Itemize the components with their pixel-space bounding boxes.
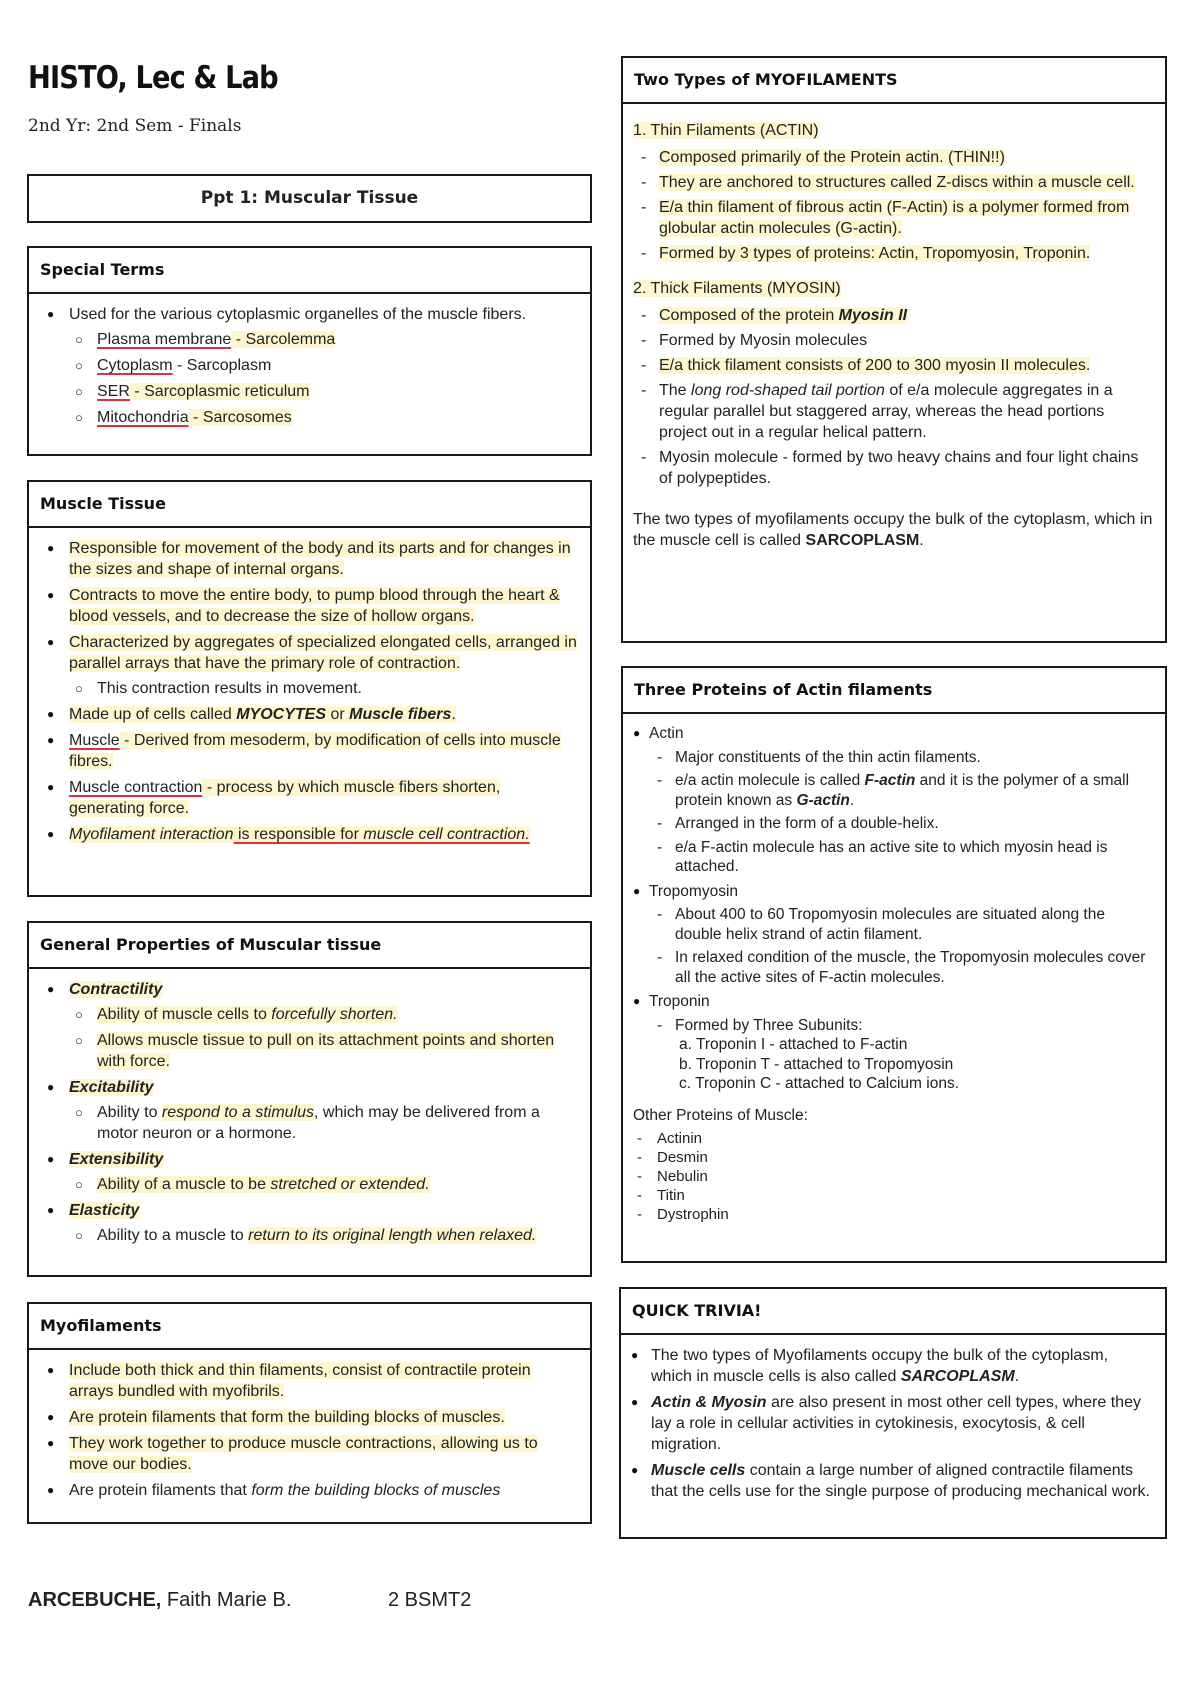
list-item: - About 400 to 60 Tropomyosin molecules are situated along the double helix strand of actin filament. [649, 905, 1153, 944]
list-item: ● Include both thick and thin filaments, consist of contractile protein arrays bundled with myofibrils. [41, 1360, 578, 1402]
other-proteins-heading: Other Proteins of Muscle: [633, 1106, 808, 1124]
list-item: - Myosin molecule - formed by two heavy chains and four light chains of polypeptides. [633, 447, 1153, 489]
list-item: ● Characterized by aggregates of specialized elongated cells, arranged in parallel arrays that have the primary role of contraction. ○ This contraction results in movement. [41, 632, 578, 699]
muscle-tissue-box [27, 480, 592, 897]
muscle-tissue-title: Muscle Tissue [29, 482, 590, 528]
list-item: ○ Mitochondria - Sarcosomes [69, 407, 578, 428]
ppt-title-box [27, 174, 592, 223]
list-item: - Desmin [631, 1148, 1153, 1167]
list-item: ● Contractility ○ Ability of muscle cells to forcefully shorten. ○ Allows muscle tissue to pull on its attachment points and shorten with force. [41, 979, 578, 1072]
list-item: - Composed of the protein Myosin II [633, 305, 1153, 326]
list-item: - E/a thick filament consists of 200 to 300 myosin II molecules. [633, 355, 1153, 376]
list-item: ● Muscle contraction - process by which muscle fibers shorten, generating force. [41, 777, 578, 819]
page-subtitle: 2nd Yr: 2nd Sem - Finals [28, 116, 242, 136]
general-properties-box [27, 921, 592, 1277]
list-item: - Titin [631, 1186, 1153, 1205]
list-item: - In relaxed condition of the muscle, the Tropomyosin molecules cover all the active sites of F-actin molecules. [649, 948, 1153, 987]
author-section: 2 BSMT2 [388, 1589, 472, 1611]
author-given-name: Faith Marie B. [161, 1589, 292, 1611]
list-item: - Nebulin [631, 1167, 1153, 1186]
list-item: ○ SER - Sarcoplasmic reticulum [69, 381, 578, 402]
list-item: ● Muscle - Derived from mesoderm, by modification of cells into muscle fibres. [41, 730, 578, 772]
list-item: ○ Ability to respond to a stimulus, which may be delivered from a motor neuron or a hormone. [69, 1102, 578, 1144]
list-item: ● Elasticity ○ Ability to a muscle to return to its original length when relaxed. [41, 1200, 578, 1246]
list-item: ● Excitability ○ Ability to respond to a stimulus, which may be delivered from a motor neuron or a hormone. [41, 1077, 578, 1144]
list-item: - e/a F-actin molecule has an active site to which myosin head is attached. [649, 838, 1153, 877]
quick-trivia-title: QUICK TRIVIA! [621, 1289, 1165, 1335]
list-item: ● Made up of cells called MYOCYTES or Muscle fibers. [41, 704, 578, 725]
list-item: ● Are protein filaments that form the building blocks of muscles [41, 1480, 578, 1501]
general-properties-title: General Properties of Muscular tissue [29, 923, 590, 969]
list-item: ● They work together to produce muscle contractions, allowing us to move our bodies. [41, 1433, 578, 1475]
list-item: ○ Allows muscle tissue to pull on its attachment points and shorten with force. [69, 1030, 578, 1072]
subunit-item: c. Troponin C - attached to Calcium ions. [679, 1075, 960, 1092]
list-item: ● Actin & Myosin are also present in most other cell types, where they lay a role in cellular activities in cytokinesis, exocytosis, & cell migration. [625, 1392, 1153, 1455]
list-item: - Formed by Myosin molecules [633, 330, 1153, 351]
special-terms-title: Special Terms [29, 248, 590, 294]
author-line [28, 1589, 291, 1612]
list-item: - They are anchored to structures called Z-discs within a muscle cell. [633, 172, 1153, 193]
list-item: ● Used for the various cytoplasmic organelles of the muscle fibers. ○ Plasma membrane - Sarcolemma ○ Cytoplasm - Sarcoplasm ○ SER - Sarcoplasmic reticulum ○ Mitochondria - Sarcosomes [41, 304, 578, 428]
page-title: HISTO, Lec & Lab [28, 60, 278, 96]
ppt-title: Ppt 1: Muscular Tissue [200, 188, 419, 208]
author-surname: ARCEBUCHE, [28, 1589, 162, 1611]
myofilaments-title: Myofilaments [29, 1304, 590, 1350]
list-item: ○ Cytoplasm - Sarcoplasm [69, 355, 578, 376]
list-item: ● Tropomyosin - About 400 to 60 Tropomyosin molecules are situated along the double helix strand of actin filament. - In relaxed condition of the muscle, the Tropomyosin molecules cover all the active sites of F-actin molecules. [627, 882, 1153, 988]
three-proteins-box [621, 666, 1167, 1263]
list-item: - Formed by 3 types of proteins: Actin, Tropomyosin, Troponin. [633, 243, 1153, 264]
list-item: - Major constituents of the thin actin filaments. [649, 748, 1153, 768]
subunit-item: a. Troponin I - attached to F-actin [679, 1036, 908, 1053]
list-item: - E/a thin filament of fibrous actin (F-Actin) is a polymer formed from globular actin molecules (G-actin). [633, 197, 1153, 239]
myofilaments-box [27, 1302, 592, 1524]
quick-trivia-box [619, 1287, 1167, 1539]
troponin-subunits [679, 1035, 1153, 1094]
list-item: ● Actin - Major constituents of the thin actin filaments. - e/a actin molecule is called F-actin and it is the polymer of a small protein known as G-actin. - Arranged in the form of a double-helix. - e/a F-actin molecule has an active site to which myosin head is attached. [627, 724, 1153, 877]
subunit-item: b. Troponin T - attached to Tropomyosin [679, 1055, 954, 1073]
thin-filaments-heading: 1. Thin Filaments (ACTIN) [633, 122, 819, 139]
list-item: ● Troponin - Formed by Three Subunits: a. Troponin I - attached to F-actin b. Troponin T - attached to Tropomyosin c. Troponin C - attached to Calcium ions. [627, 992, 1153, 1094]
two-types-title: Two Types of MYOFILAMENTS [623, 58, 1165, 104]
list-item: ○ This contraction results in movement. [69, 678, 578, 699]
list-item: ● The two types of Myofilaments occupy the bulk of the cytoplasm, which in muscle cells is also called SARCOPLASM. [625, 1345, 1153, 1387]
list-item: - The long rod-shaped tail portion of e/a molecule aggregates in a regular parallel but staggered array, whereas the head portions project out in a regular helical pattern. [633, 380, 1153, 443]
list-item: - e/a actin molecule is called F-actin and it is the polymer of a small protein known as G-actin. [649, 771, 1153, 810]
myofilament-summary: The two types of myofilaments occupy the bulk of the cytoplasm, which in the muscle cell is called SARCOPLASM. [633, 511, 1153, 549]
list-item: ● Responsible for movement of the body and its parts and for changes in the sizes and shape of internal organs. [41, 538, 578, 580]
list-item: ● Myofilament interaction is responsible for muscle cell contraction. [41, 824, 578, 845]
list-item: - Arranged in the form of a double-helix. [649, 814, 1153, 834]
list-item: ● Muscle cells contain a large number of aligned contractile filaments that the cells use for the single purpose of producing mechanical work. [625, 1460, 1153, 1502]
two-types-box [621, 56, 1167, 643]
list-item: ○ Ability to a muscle to return to its original length when relaxed. [69, 1225, 578, 1246]
three-proteins-title: Three Proteins of Actin filaments [623, 668, 1165, 714]
list-item: ● Contracts to move the entire body, to pump blood through the heart & blood vessels, and to decrease the size of hollow organs. [41, 585, 578, 627]
list-item: - Dystrophin [631, 1205, 1153, 1224]
thick-filaments-heading: 2. Thick Filaments (MYOSIN) [633, 280, 841, 297]
list-item: ○ Ability of muscle cells to forcefully shorten. [69, 1004, 578, 1025]
special-terms-box [27, 246, 592, 456]
list-item: - Composed primarily of the Protein actin. (THIN!!) [633, 147, 1153, 168]
list-item: - Formed by Three Subunits: a. Troponin I - attached to F-actin b. Troponin T - attached to Tropomyosin c. Troponin C - attached to Calcium ions. [649, 1016, 1153, 1094]
list-item: ○ Ability of a muscle to be stretched or extended. [69, 1174, 578, 1195]
list-item: ● Extensibility ○ Ability of a muscle to be stretched or extended. [41, 1149, 578, 1195]
list-item: - Actinin [631, 1129, 1153, 1148]
list-item: ● Are protein filaments that form the building blocks of muscles. [41, 1407, 578, 1428]
list-item: ○ Plasma membrane - Sarcolemma [69, 329, 578, 350]
